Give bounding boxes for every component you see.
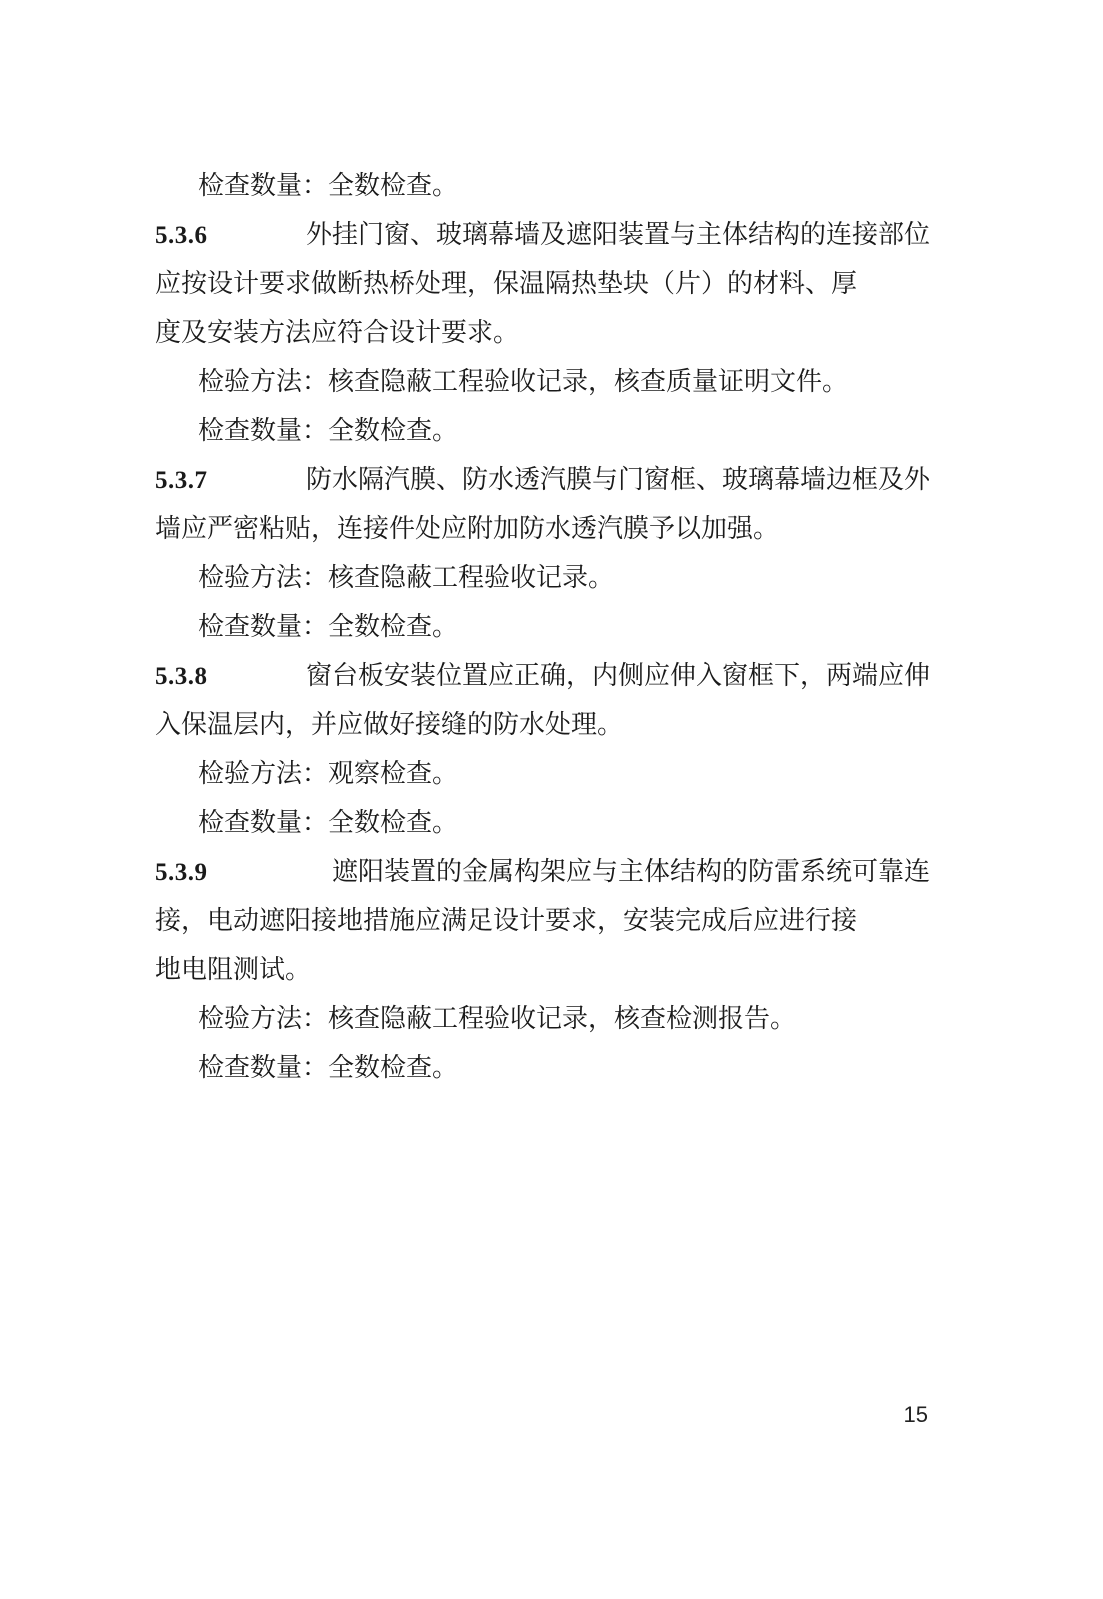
clause-number: 5.3.9 bbox=[155, 859, 208, 886]
clause-text: 防水隔汽膜、防水透汽膜与门窗框、玻璃幕墙边框及外 bbox=[305, 465, 930, 495]
inspection-quantity-line: 检查数量：全数检查。 bbox=[198, 808, 459, 838]
clause-text: 遮阳装置的金属构架应与主体结构的防雷系统可靠连 bbox=[331, 857, 930, 887]
clause-5-3-9-line: 接，电动遮阳接地措施应满足设计要求，安装完成后应进行接 bbox=[155, 906, 858, 936]
inspection-method-line: 检验方法：核查隐蔽工程验收记录。 bbox=[198, 563, 615, 593]
clause-5-3-7-first-line bbox=[155, 456, 930, 505]
page-body bbox=[155, 162, 930, 1093]
inspection-quantity-line: 检查数量：全数检查。 bbox=[198, 612, 459, 642]
clause-number: 5.3.6 bbox=[155, 222, 208, 249]
clause-5-3-6-line: 度及安装方法应符合设计要求。 bbox=[155, 318, 520, 348]
clause-text: 窗台板安装位置应正确，内侧应伸入窗框下，两端应伸 bbox=[305, 661, 930, 691]
clause-text: 外挂门窗、玻璃幕墙及遮阳装置与主体结构的连接部位 bbox=[305, 220, 930, 250]
page-number: 15 bbox=[903, 1402, 928, 1427]
clause-number: 5.3.7 bbox=[155, 467, 208, 494]
clause-5-3-6-first-line bbox=[155, 211, 930, 260]
clause-5-3-7-line: 墙应严密粘贴，连接件处应附加防水透汽膜予以加强。 bbox=[155, 514, 780, 544]
clause-5-3-9-first-line bbox=[155, 848, 930, 897]
inspection-method-line: 检验方法：观察检查。 bbox=[198, 759, 459, 789]
inspection-quantity-line: 检查数量：全数检查。 bbox=[198, 416, 459, 446]
inspection-method-line: 检验方法：核查隐蔽工程验收记录，核查检测报告。 bbox=[198, 1004, 797, 1034]
clause-5-3-8-first-line bbox=[155, 652, 930, 701]
inspection-quantity-line: 检查数量：全数检查。 bbox=[198, 1053, 459, 1083]
clause-5-3-9-line: 地电阻测试。 bbox=[155, 955, 312, 985]
clause-5-3-6-line: 应按设计要求做断热桥处理，保温隔热垫块（片）的材料、厚 bbox=[155, 269, 858, 299]
clause-5-3-8-line: 入保温层内，并应做好接缝的防水处理。 bbox=[155, 710, 624, 740]
clause-number: 5.3.8 bbox=[155, 663, 208, 690]
inspection-method-line: 检验方法：核查隐蔽工程验收记录，核查质量证明文件。 bbox=[198, 367, 849, 397]
inspection-quantity-line: 检查数量：全数检查。 bbox=[198, 171, 459, 201]
